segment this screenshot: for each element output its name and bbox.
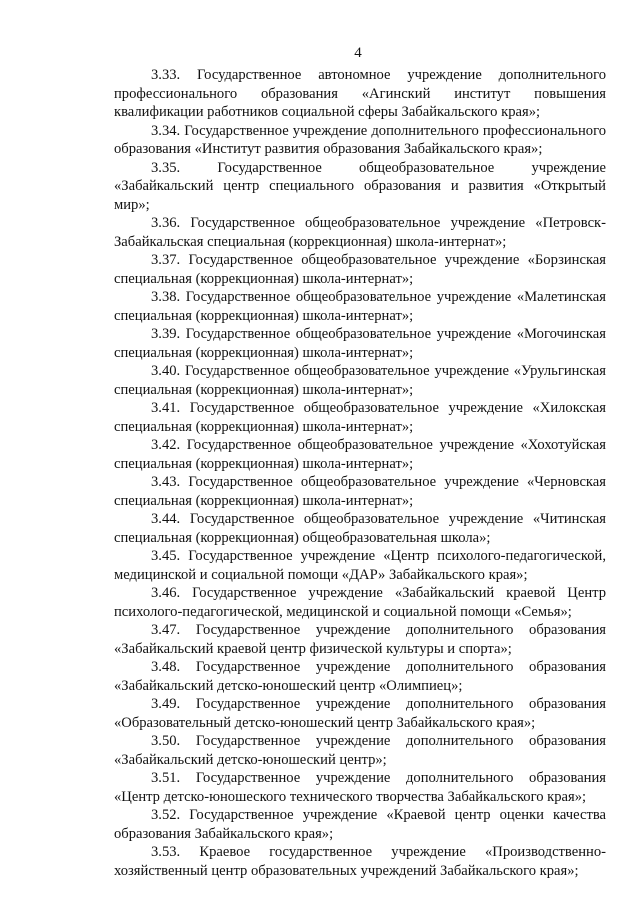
list-item: 3.48. Государственное учреждение дополнительного образования «Забайкальский детско-юношеский центр «Олимпиец»; <box>114 659 606 694</box>
list-item: 3.35. Государственное общеобразовательное учреждение «Забайкальский центр специального образования и развития «Открытый мир»; <box>114 159 606 213</box>
list-item: 3.40. Государственное общеобразовательное учреждение «Урульгинская специальная (коррекционная) школа-интернат»; <box>114 363 606 398</box>
list-item: 3.42. Государственное общеобразовательное учреждение «Хохотуйская специальная (коррекционная) школа-интернат»; <box>114 437 606 472</box>
list-item: 3.45. Государственное учреждение «Центр психолого-педагогической, медицинской и социальной помощи «ДАР» Забайкальского края»; <box>114 548 606 583</box>
list-item: 3.47. Государственное учреждение дополнительного образования «Забайкальский краевой центр физической культуры и спорта»; <box>114 622 606 657</box>
list-item: 3.43. Государственное общеобразовательное учреждение «Черновская специальная (коррекционная) школа-интернат»; <box>114 474 606 509</box>
list-item: 3.46. Государственное учреждение «Забайкальский краевой Центр психолого-педагогической, медицинской и социальной помощи «Семья»; <box>114 585 606 620</box>
list-item: 3.44. Государственное общеобразовательное учреждение «Читинская специальная (коррекционная) общеобразовательная школа»; <box>114 511 606 546</box>
list-item: 3.49. Государственное учреждение дополнительного образования «Образовательный детско-юношеский центр Забайкальского края»; <box>114 696 606 731</box>
list-item: 3.41. Государственное общеобразовательное учреждение «Хилокская специальная (коррекционная) школа-интернат»; <box>114 400 606 435</box>
list-item: 3.53. Краевое государственное учреждение «Производственно-хозяйственный центр образовательных учреждений Забайкальского края»; <box>114 844 606 879</box>
list-item: 3.34. Государственное учреждение дополнительного профессионального образования «Институт развития образования Забайкальского края»; <box>114 122 606 157</box>
page-number: 4 <box>354 45 362 61</box>
list-item: 3.50. Государственное учреждение дополнительного образования «Забайкальский детско-юношеский центр»; <box>114 733 606 768</box>
list-item: 3.39. Государственное общеобразовательное учреждение «Могочинская специальная (коррекционная) школа-интернат»; <box>114 326 606 361</box>
list-item: 3.37. Государственное общеобразовательное учреждение «Борзинская специальная (коррекционная) школа-интернат»; <box>114 252 606 287</box>
list-item: 3.33. Государственное автономное учреждение дополнительного профессионального образования «Агинский институт повышения квалификации работников социальной сферы Забайкальского края»; <box>114 67 606 120</box>
document-body <box>114 66 606 880</box>
list-item: 3.51. Государственное учреждение дополнительного образования «Центр детско-юношеского технического творчества Забайкальского края»; <box>114 770 606 805</box>
list-item: 3.52. Государственное учреждение «Краевой центр оценки качества образования Забайкальского края»; <box>114 807 606 842</box>
list-item: 3.38. Государственное общеобразовательное учреждение «Малетинская специальная (коррекционная) школа-интернат»; <box>114 289 606 324</box>
list-item: 3.36. Государственное общеобразовательное учреждение «Петровск-Забайкальская специальная (коррекционная) школа-интернат»; <box>114 215 606 250</box>
